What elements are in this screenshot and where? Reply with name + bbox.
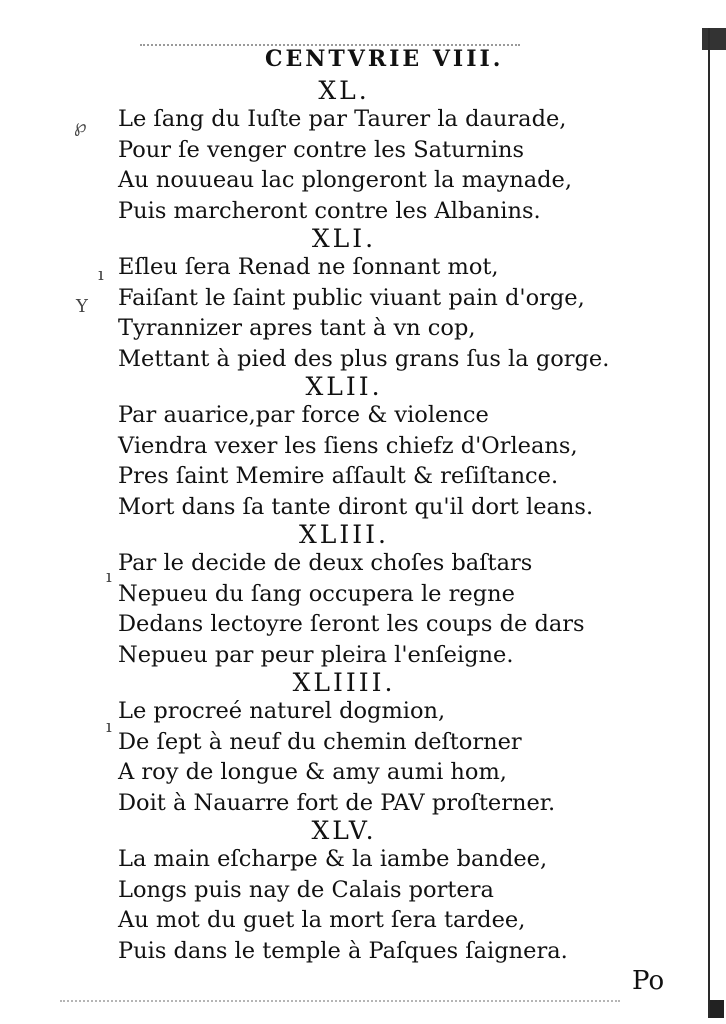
page-right-edge — [708, 28, 726, 1018]
page-edge-mark-bottom — [710, 1000, 724, 1018]
verse-line: Doit à Nauarre fort de PAV proſterner. — [118, 789, 556, 816]
quatrain-number: XLII. — [305, 372, 383, 401]
verse-line: Pour ſe venger contre les Saturnins — [118, 136, 525, 163]
verse-line: Puis dans le temple à Paſques ſaignera. — [118, 937, 568, 964]
verse-line: Viendra vexer les ſiens chiefz d'Orleans, — [118, 432, 578, 459]
verse-line: Le ſang du Iuſte par Taurer la daurade, — [118, 106, 567, 132]
marginal-mark: ı — [106, 716, 112, 737]
verse-line: Dedans lectoyre ſeront les coups de dars — [118, 611, 585, 637]
verse-line: Tyrannizer apres tant à vn cop, — [118, 315, 476, 341]
verse-line: Mort dans ſa tante diront qu'il dort leans. — [118, 493, 594, 520]
marginal-mark: ℘ — [74, 116, 87, 137]
verse-line: Par auarice,par force & violence — [118, 402, 489, 428]
verse-line: La main eſcharpe & la iambe bandee, — [118, 846, 548, 872]
verse-line: A roy de longue & amy aumi hom, — [118, 759, 507, 785]
running-head: CENTVRIE VIII. — [265, 46, 504, 72]
verse-line: De ſept à neuf du chemin deſtorner — [118, 728, 522, 755]
quatrain-number: XL. — [318, 76, 370, 105]
quatrain-number: XLIIII. — [292, 668, 396, 697]
verse-line: Eſleu ſera Renad ne ſonnant mot, — [118, 254, 499, 280]
marginal-mark: ı — [98, 264, 104, 285]
verse-line: Pres ſaint Memire aſſault & reſiſtance. — [118, 463, 559, 489]
verse-line: Au mot du guet la mort ſera tardee, — [118, 907, 526, 933]
bottom-rule — [60, 1000, 620, 1002]
catchword: Po — [632, 966, 665, 996]
quatrain-number: XLI. — [311, 224, 377, 253]
quatrain-number: XLV. — [311, 816, 377, 845]
quatrain-text — [104, 78, 624, 966]
verse-line: Le procreé naturel dogmion, — [118, 698, 446, 724]
verse-line: Longs puis nay de Calais portera — [118, 876, 494, 903]
quatrain-number: XLIII. — [299, 520, 389, 549]
marginal-mark: ı — [106, 566, 112, 587]
verse-line: Mettant à pied des plus grans ſus la gorge. — [118, 345, 610, 372]
verse-line: Puis marcheront contre les Albanins. — [118, 197, 541, 224]
verse-line: Nepueu par peur pleira l'enſeigne. — [118, 641, 514, 668]
verse-line: Par le decide de deux choſes baſtars — [118, 550, 533, 576]
verse-line: Faiſant le ſaint public viuant pain d'orge, — [118, 284, 585, 311]
marginal-mark: Y — [76, 296, 88, 317]
verse-line: Au nouueau lac plongeront la maynade, — [118, 167, 572, 193]
verse-line: Nepueu du ſang occupera le regne — [118, 580, 515, 607]
